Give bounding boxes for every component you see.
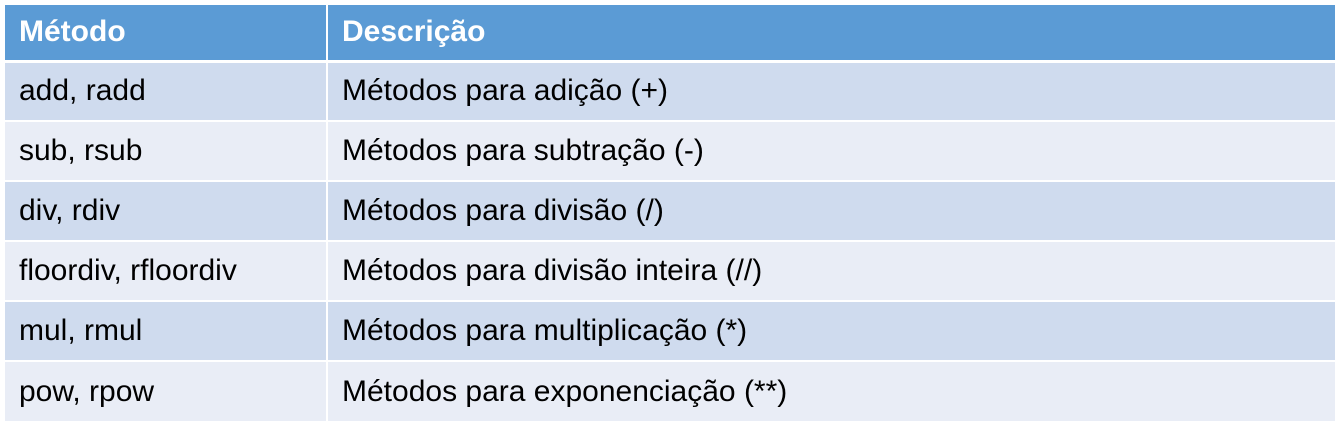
table-row: [5, 241, 1335, 301]
method-cell: pow, rpow: [5, 361, 327, 421]
table-row: [5, 181, 1335, 241]
methods-table-container: [5, 5, 1335, 421]
header-metodo: Método: [5, 5, 327, 61]
description-cell: Métodos para adição (+): [327, 61, 1335, 121]
description-cell: Métodos para subtração (-): [327, 121, 1335, 181]
method-cell: div, rdiv: [5, 181, 327, 241]
method-cell: mul, rmul: [5, 301, 327, 361]
method-cell: sub, rsub: [5, 121, 327, 181]
method-cell: floordiv, rfloordiv: [5, 241, 327, 301]
table-header-row: [5, 5, 1335, 61]
table-row: [5, 361, 1335, 421]
table-row: [5, 121, 1335, 181]
method-cell: add, radd: [5, 61, 327, 121]
description-cell: Métodos para divisão inteira (//): [327, 241, 1335, 301]
description-cell: Métodos para multiplicação (*): [327, 301, 1335, 361]
methods-table: [5, 5, 1335, 421]
table-row: [5, 61, 1335, 121]
table-row: [5, 301, 1335, 361]
description-cell: Métodos para exponenciação (**): [327, 361, 1335, 421]
header-descricao: Descrição: [327, 5, 1335, 61]
description-cell: Métodos para divisão (/): [327, 181, 1335, 241]
